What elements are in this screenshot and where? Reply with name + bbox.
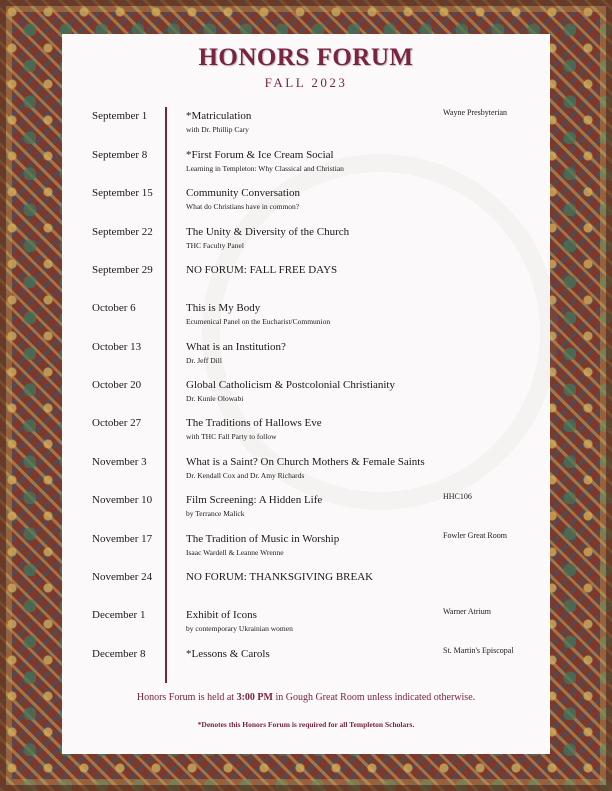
event-date: November 10 [92, 494, 153, 506]
event-date: December 8 [92, 648, 146, 660]
event-date: October 13 [92, 341, 142, 353]
event-subtitle: Learning in Templeton: Why Classical and Christian [186, 164, 344, 173]
event-subtitle: Dr. Kendall Cox and Dr. Amy Richards [186, 471, 305, 480]
event-date: November 3 [92, 456, 147, 468]
event-title: This is My Body [186, 302, 261, 314]
event-title: Film Screening: A Hidden Life [186, 494, 323, 506]
event-location: Warner Atrium [443, 607, 492, 616]
schedule-row [0, 110, 612, 142]
event-subtitle: with THC Fall Party to follow [186, 432, 277, 441]
note-text-pre: Honors Forum is held at [136, 692, 235, 703]
event-date: September 8 [92, 149, 148, 161]
event-date: September 22 [92, 226, 153, 238]
event-date: October 27 [92, 417, 142, 429]
event-date: September 1 [92, 110, 148, 122]
required-note: *Denotes this Honors Forum is required for all Templeton Scholars. [197, 720, 415, 729]
event-subtitle: Isaac Wardell & Leanne Wrenne [186, 548, 284, 557]
event-title: The Traditions of Hallows Eve [186, 417, 322, 429]
schedule-row [0, 456, 612, 488]
schedule-row [0, 187, 612, 219]
schedule-row [0, 609, 612, 641]
schedule-row [0, 379, 612, 411]
event-title: *Lessons & Carols [186, 648, 270, 660]
event-title: The Tradition of Music in Worship [186, 533, 340, 545]
schedule-row [0, 648, 612, 680]
event-subtitle: by contemporary Ukrainian women [186, 624, 293, 633]
event-title: The Unity & Diversity of the Church [186, 226, 350, 238]
schedule-row [0, 264, 612, 296]
note-time: 3:00 PM [236, 692, 273, 703]
event-date: October 20 [92, 379, 142, 391]
event-date: September 15 [92, 187, 153, 199]
event-title: *Matriculation [186, 110, 252, 122]
event-subtitle: Ecumenical Panel on the Eucharist/Communion [186, 317, 331, 326]
event-title: Community Conversation [186, 187, 300, 199]
event-date: November 24 [92, 571, 153, 583]
event-date: September 29 [92, 264, 153, 276]
event-date: November 17 [92, 533, 153, 545]
event-title: Global Catholicism & Postcolonial Christianity [186, 379, 395, 391]
event-subtitle: THC Faculty Panel [186, 241, 244, 250]
event-title: NO FORUM: THANKSGIVING BREAK [186, 571, 374, 583]
event-location: St. Martin's Episcopal [443, 646, 514, 655]
note-text-post: in Gough Great Room unless indicated otherwise. [275, 692, 476, 703]
schedule-row [0, 417, 612, 449]
time-location-note [62, 692, 550, 703]
page-subtitle: FALL 2023 [264, 75, 348, 90]
event-location: Fowler Great Room [443, 531, 507, 540]
event-subtitle: with Dr. Phillip Cary [186, 125, 249, 134]
event-subtitle: Dr. Jeff Dill [186, 356, 222, 365]
event-subtitle: Dr. Kunle Olowabi [186, 394, 244, 403]
event-location: HHC106 [443, 492, 472, 501]
schedule-row [0, 302, 612, 334]
event-subtitle: What do Christians have in common? [186, 202, 300, 211]
event-location: Wayne Presbyterian [443, 108, 507, 117]
event-date: October 6 [92, 302, 136, 314]
schedule-row [0, 149, 612, 181]
event-title: *First Forum & Ice Cream Social [186, 149, 334, 161]
schedule-row [0, 571, 612, 603]
event-title: Exhibit of Icons [186, 609, 257, 621]
event-title: NO FORUM: FALL FREE DAYS [186, 264, 338, 276]
schedule-row [0, 533, 612, 565]
event-title: What is a Saint? On Church Mothers & Female Saints [186, 456, 425, 468]
schedule-row [0, 494, 612, 526]
schedule-row [0, 341, 612, 373]
event-subtitle: by Terrance Malick [186, 509, 245, 518]
schedule-row [0, 226, 612, 258]
event-title: What is an Institution? [186, 341, 286, 353]
page-title: HONORS FORUM [198, 44, 414, 71]
event-date: December 1 [92, 609, 146, 621]
